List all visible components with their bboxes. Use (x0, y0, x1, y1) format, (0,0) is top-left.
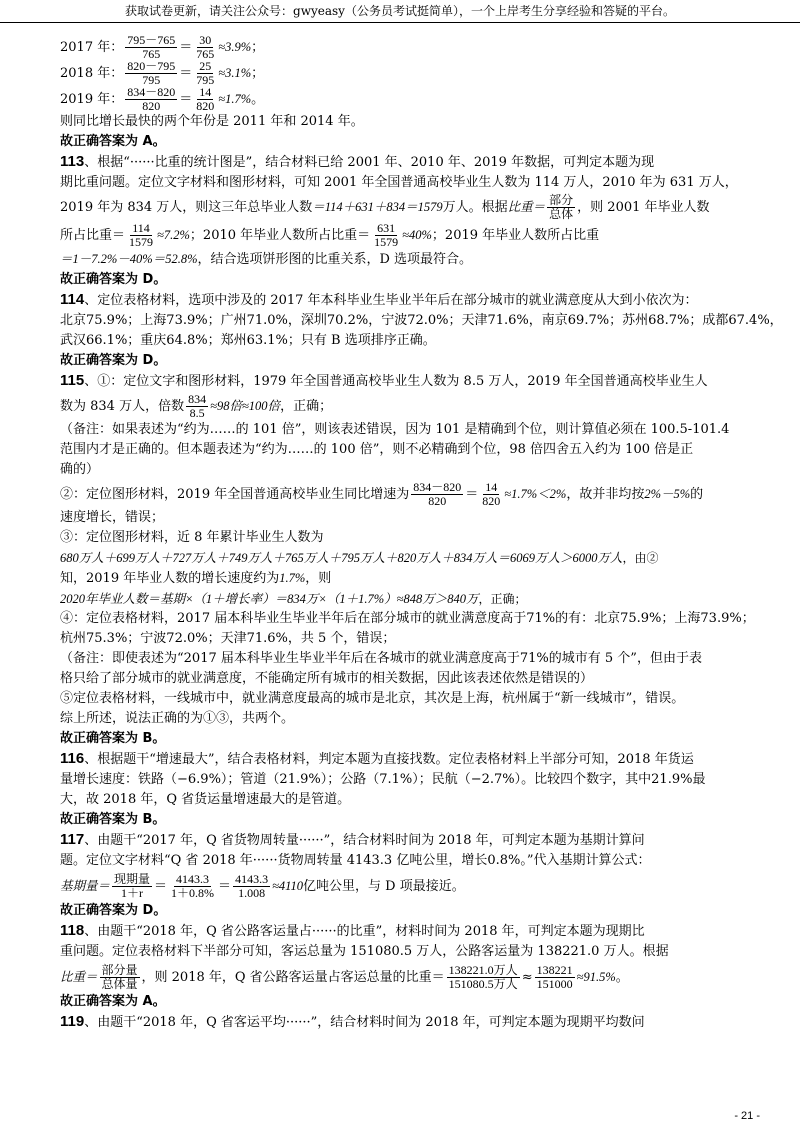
calc-2017: 2017 年： $\frac{795-765}{765}$ ＝ $\frac{30}{765}$ ≈3.9%； (60, 33, 265, 61)
q115-note-line2: 范围内才是正确的。但本题表述为“约为……的 100 倍”，则不必精确到个位，98 倍四舍五入约为 100 倍是正 (60, 442, 694, 457)
page-header: 获取试卷更新，请关注公众号：gwyeasy（公务员考试挺简单），一个上岸考生分享经验和答疑的平台。 (0, 0, 800, 23)
page-number: - 21 - (734, 1110, 760, 1122)
answer-118: 故正确答案为 A。 (60, 994, 166, 1009)
fraction: $\frac{4143.3}{1.008}$ (235, 872, 269, 900)
fraction: $\frac{\text{部分}}{\text{总体}}$ (549, 193, 574, 221)
q115-item2: ②：定位图形材料，2019 年全国普通高校毕业生同比增速为 $\frac{834-820}{820}$ ＝ $\frac{14}{820}$ ≈1.7%＜2%，故并非均按2%－5%的 (60, 480, 704, 508)
conclusion-text: 则同比增长最快的两个年份是 2011 年和 2014 年。 (60, 114, 364, 129)
question-number: 113 (60, 153, 85, 170)
q118-line2: 重问题。定位表格材料下半部分可知，客运总量为 151080.5 万人，公路客运量为 138221.0 万人。根据 (60, 944, 669, 959)
q115-item5: ⑤定位表格材料，一线城市中，就业满意度最高的城市是北京，其次是上海，杭州属于“新一线城市”，错误。 (60, 691, 685, 706)
calc-2019: 2019 年： $\frac{834-820}{820}$ ＝ $\frac{14}{820}$ ≈1.7%。 (60, 85, 265, 113)
q115-item3: ③：定位图形材料，近 8 年累计毕业生人数为 (60, 530, 324, 545)
q117-formula: 基期量＝ $\frac{\text{现期量}}{1+r}$ ＝ $\frac{4143.3}{1+0.8\%}$ ＝ $\frac{4143.3}{1.008}$ ≈4110亿吨公里，与 D 项最接近。 (60, 872, 465, 900)
answer-112: 故正确答案为 A。 (60, 134, 166, 149)
q114-line3: 武汉66.1%；重庆64.8%；郑州63.1%；只有 B 选项排序正确。 (60, 333, 436, 348)
fraction: $\frac{114}{1579}$ (129, 221, 154, 249)
q117-line1: 117、由题干“2017 年，Q 省货物周转量······”，结合材料时间为 2018 年，可判定本题为基期计算问 (60, 831, 645, 848)
q113-line3: 2019 年为 834 万人，则这三年总毕业人数＝114＋631＋834＝1579万人。根据比重＝ $\frac{\text{部分}}{\text{总体}}$ ，则 2001 年毕业人数 (60, 193, 710, 221)
q115-line2: 数为 834 万人，倍数 $\frac{834}{8.5}$ ≈98倍≈100倍，正确； (60, 392, 333, 420)
calc-2018: 2018 年： $\frac{820-795}{795}$ ＝ $\frac{25}{795}$ ≈3.1%； (60, 59, 265, 87)
fraction: $\frac{14}{820}$ (482, 480, 501, 508)
q119-line1: 119、由题干“2018 年，Q 省客运平均······”，结合材料时间为 2018 年，可判定本题为现期平均数问 (60, 1013, 645, 1030)
fraction: $\frac{820-795}{795}$ (127, 59, 176, 87)
q115-item4: ④：定位表格材料，2017 届本科毕业生毕业半年后在部分城市的就业满意度高于71%的有：北京75.9%；上海73.9%； (60, 611, 755, 626)
q115-item3-sum: 680万人＋699万人＋727万人＋749万人＋765万人＋795万人＋820万人＋834万人＝6069万人＞6000万人，由② (60, 551, 659, 565)
answer-116: 故正确答案为 B。 (60, 812, 166, 827)
q116-line1: 116、根据题干“增速最大”，结合表格材料，判定本题为直接找数。定位表格材料上半部分可知，2018 年货运 (60, 750, 694, 767)
fraction: $\frac{138221}{151000}$ (536, 963, 573, 991)
question-number: 119 (60, 1013, 85, 1030)
q115-item4-cont: 杭州75.3%；宁波72.0%；天津71.6%，共 5 个，错误； (60, 631, 396, 646)
q115-item2-cont: 速度增长，错误； (60, 510, 165, 525)
q114-line2: 北京75.9%；上海73.9%；广州71.0%，深圳70.2%，宁波72.0%；天津71.6%，南京69.7%；苏州68.7%；成都67.4%， (60, 313, 783, 328)
question-number: 114 (60, 291, 85, 308)
fraction: $\frac{30}{765}$ (196, 33, 215, 61)
fraction: $\frac{834-820}{820}$ (127, 85, 176, 113)
q118-formula: 比重＝ $\frac{\text{部分量}}{\text{总体量}}$ ，则 2018 年，Q 省公路客运量占客运总量的比重＝ $\frac{\text{138221.0万人}}{\text{151080.5万人}}$ ≈ $\frac{138221}{151000}$ ≈91.5%。 (60, 963, 629, 991)
q115-note2-line2: 格只给了部分城市的就业满意度，不能确定所有城市的相关数据，因此该表述依然是错误的） (60, 671, 594, 686)
answer-114: 故正确答案为 D。 (60, 353, 167, 368)
q115-note-line1: （备注：如果表述为“约为……的 101 倍”，则该表述错误，因为 101 是精确到个位，则计算值必须在 100.5-101.4 (60, 422, 730, 437)
fraction: $\frac{\text{138221.0万人}}{\text{151080.5万人}}$ (448, 963, 518, 991)
q115-summary: 综上所述，说法正确的为①③，共两个。 (60, 711, 295, 726)
q113-line4: 所占比重＝ $\frac{114}{1579}$ ≈7.2%；2010 年毕业人数所占比重＝ $\frac{631}{1579}$ ≈40%；2019 年毕业人数所占比重 (60, 221, 600, 249)
q118-line1: 118、由题干“2018 年，Q 省公路客运量占······的比重”，材料时间为 2018 年，可判定本题为现期比 (60, 922, 645, 939)
q115-item3-calc: 2020年毕业人数＝基期×（1＋增长率）＝834万×（1＋1.7%）≈848万＞840万，正确； (60, 592, 527, 606)
q115-note2-line1: （备注：即使表述为“2017 届本科毕业生毕业半年后在各城市的就业满意度高于71%的城市有 5 个”，但由于表 (60, 651, 702, 666)
fraction: $\frac{834-820}{820}$ (413, 480, 462, 508)
fraction: $\frac{14}{820}$ (196, 85, 215, 113)
fraction: $\frac{834}{8.5}$ (188, 392, 207, 420)
q113-line2: 期比重问题。定位文字材料和图形材料，可知 2001 年全国普通高校毕业生人数为 114 万人，2010 年为 631 万人， (60, 175, 738, 190)
fraction: $\frac{25}{795}$ (196, 59, 215, 87)
fraction: $\frac{631}{1579}$ (374, 221, 399, 249)
fraction: $\frac{795-765}{765}$ (127, 33, 176, 61)
q114-line1: 114、定位表格材料，选项中涉及的 2017 年本科毕业生毕业半年后在部分城市的就业满意度从大到小依次为： (60, 291, 698, 308)
fraction: $\frac{4143.3}{1+0.8\%}$ (171, 872, 215, 900)
answer-113: 故正确答案为 D。 (60, 272, 167, 287)
question-number: 117 (60, 831, 85, 848)
question-number: 118 (60, 922, 85, 939)
question-number: 116 (60, 750, 85, 767)
q113-line1: 113、根据“······比重的统计图是”，结合材料已给 2001 年、2010 年、2019 年数据，可判定本题为现 (60, 153, 655, 170)
q115-note-line3: 确的） (60, 462, 100, 477)
q117-line2: 题。定位文字材料“Q 省 2018 年······货物周转量 4143.3 亿吨公里，增长0.8%。”代入基期计算公式： (60, 853, 651, 868)
document-body (60, 33, 783, 1033)
q115-line1: 115、①：定位文字和图形材料，1979 年全国普通高校毕业生人数为 8.5 万人，2019 年全国普通高校毕业生人 (60, 372, 708, 389)
q115-item3-growth: 知，2019 年毕业人数的增长速度约为1.7%，则 (60, 571, 332, 586)
q116-line2: 量增长速度：铁路（−6.9%）；管道（21.9%）；公路（7.1%）；民航（−2.7%）。比较四个数字，其中21.9%最 (60, 772, 706, 787)
fraction: $\frac{\text{现期量}}{1+r}$ (114, 872, 151, 900)
answer-117: 故正确答案为 D。 (60, 903, 167, 918)
answer-115: 故正确答案为 B。 (60, 731, 166, 746)
q116-line3: 大，故 2018 年，Q 省货运量增速最大的是管道。 (60, 792, 351, 807)
q113-line5: ＝1－7.2%－40%＝52.8%，结合选项饼形图的比重关系，D 选项最符合。 (60, 252, 473, 267)
question-number: 115 (60, 372, 85, 389)
fraction: $\frac{\text{部分量}}{\text{总体量}}$ (101, 963, 138, 991)
